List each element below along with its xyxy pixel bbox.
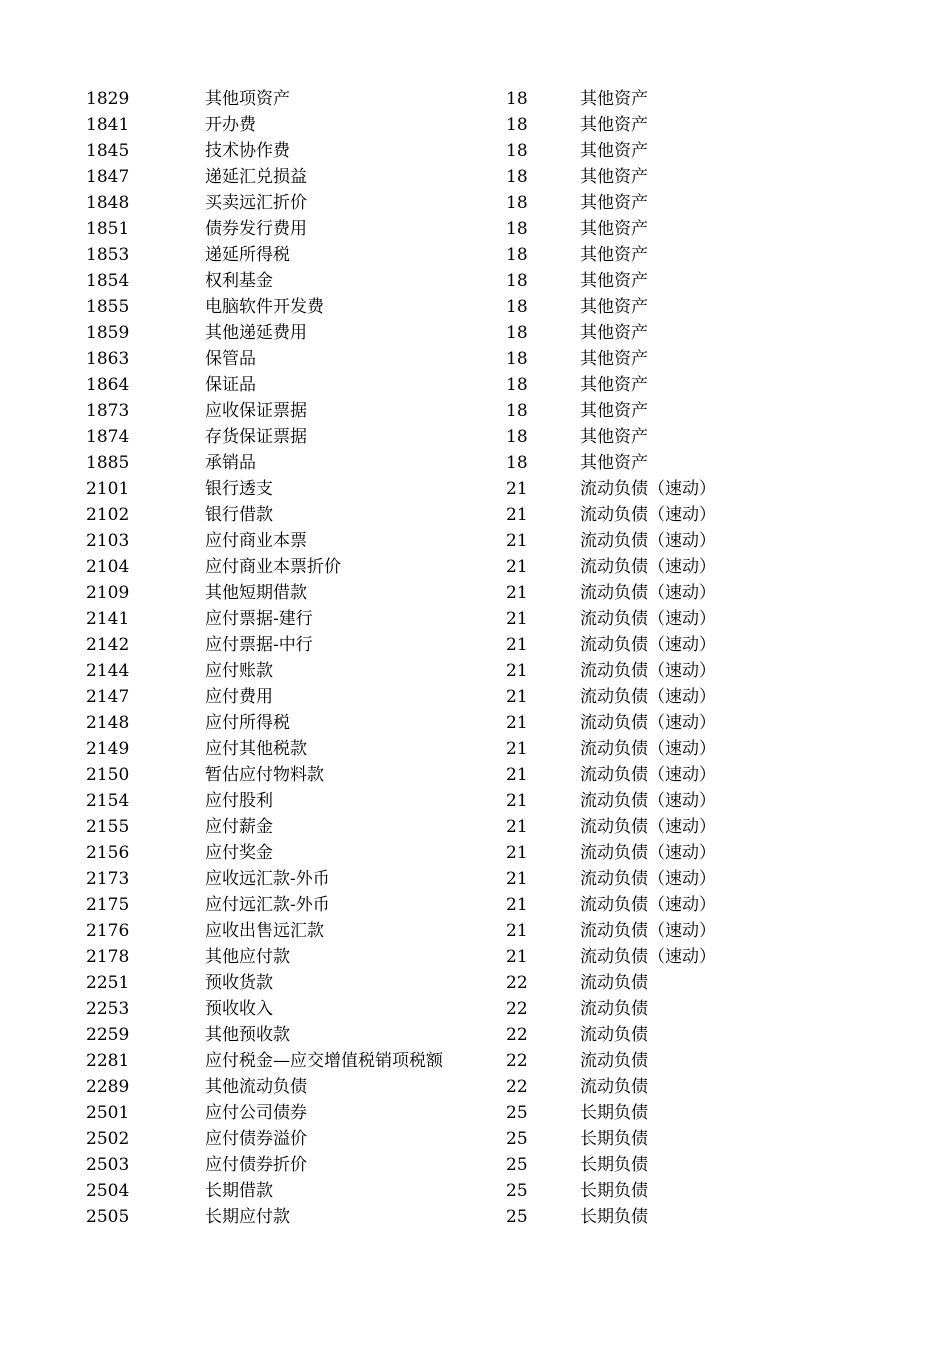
- account-name: 保管品: [205, 349, 256, 369]
- account-name: 预收收入: [205, 999, 273, 1019]
- table-row: [0, 1126, 950, 1152]
- account-type: 流动负债（速动）: [580, 843, 716, 863]
- category-code: 18: [506, 219, 528, 239]
- category-code: 22: [506, 973, 528, 993]
- account-type: 其他资产: [580, 453, 648, 473]
- account-name: 递延汇兑损益: [205, 167, 307, 187]
- account-code: 1841: [86, 115, 130, 135]
- account-code: 1853: [86, 245, 130, 265]
- account-name: 其他项资产: [205, 89, 290, 109]
- account-code: 2103: [86, 531, 130, 551]
- table-row: [0, 554, 950, 580]
- account-code: 2148: [86, 713, 130, 733]
- table-row: [0, 866, 950, 892]
- account-name: 银行透支: [205, 479, 273, 499]
- account-code: 1848: [86, 193, 130, 213]
- account-name: 递延所得税: [205, 245, 290, 265]
- account-code: 2259: [86, 1025, 130, 1045]
- table-row: [0, 1152, 950, 1178]
- account-type: 其他资产: [580, 349, 648, 369]
- account-name: 其他应付款: [205, 947, 290, 967]
- account-type: 长期负债: [580, 1103, 648, 1123]
- category-code: 18: [506, 401, 528, 421]
- table-row: [0, 892, 950, 918]
- account-name: 应付所得税: [205, 713, 290, 733]
- account-name: 长期借款: [205, 1181, 273, 1201]
- account-type: 其他资产: [580, 427, 648, 447]
- account-type: 流动负债（速动）: [580, 869, 716, 889]
- account-type: 流动负债（速动）: [580, 609, 716, 629]
- category-code: 22: [506, 1077, 528, 1097]
- account-name: 应付远汇款-外币: [205, 895, 330, 915]
- category-code: 21: [506, 713, 528, 733]
- account-type: 流动负债（速动）: [580, 791, 716, 811]
- account-name: 应付账款: [205, 661, 273, 681]
- category-code: 21: [506, 791, 528, 811]
- account-name: 应付票据-中行: [205, 635, 313, 655]
- account-type: 流动负债（速动）: [580, 739, 716, 759]
- table-row: [0, 424, 950, 450]
- table-row: [0, 242, 950, 268]
- table-row: [0, 944, 950, 970]
- category-code: 25: [506, 1103, 528, 1123]
- table-row: [0, 294, 950, 320]
- account-type: 流动负债: [580, 973, 648, 993]
- table-row: [0, 1178, 950, 1204]
- account-code: 1864: [86, 375, 130, 395]
- category-code: 21: [506, 817, 528, 837]
- category-code: 18: [506, 323, 528, 343]
- category-code: 21: [506, 895, 528, 915]
- category-code: 18: [506, 141, 528, 161]
- category-code: 18: [506, 297, 528, 317]
- account-code: 2505: [86, 1207, 130, 1227]
- account-type: 流动负债（速动）: [580, 817, 716, 837]
- account-code: 1874: [86, 427, 130, 447]
- account-type: 流动负债: [580, 1025, 648, 1045]
- account-name: 应收保证票据: [205, 401, 307, 421]
- table-row: [0, 1048, 950, 1074]
- category-code: 21: [506, 583, 528, 603]
- account-code: 2289: [86, 1077, 130, 1097]
- account-name: 其他预收款: [205, 1025, 290, 1045]
- account-table: [0, 86, 950, 1230]
- account-type: 流动负债（速动）: [580, 765, 716, 785]
- category-code: 22: [506, 999, 528, 1019]
- account-code: 1847: [86, 167, 130, 187]
- table-row: [0, 190, 950, 216]
- category-code: 21: [506, 765, 528, 785]
- account-code: 2173: [86, 869, 130, 889]
- category-code: 21: [506, 869, 528, 889]
- account-type: 流动负债（速动）: [580, 583, 716, 603]
- category-code: 21: [506, 661, 528, 681]
- table-row: [0, 632, 950, 658]
- account-type: 流动负债（速动）: [580, 921, 716, 941]
- account-name: 应收远汇款-外币: [205, 869, 330, 889]
- table-row: [0, 580, 950, 606]
- category-code: 21: [506, 843, 528, 863]
- account-code: 2156: [86, 843, 130, 863]
- account-type: 长期负债: [580, 1129, 648, 1149]
- table-row: [0, 710, 950, 736]
- account-name: 应付薪金: [205, 817, 273, 837]
- account-name: 应收出售远汇款: [205, 921, 324, 941]
- account-type: 长期负债: [580, 1155, 648, 1175]
- account-code: 1855: [86, 297, 130, 317]
- account-code: 2144: [86, 661, 130, 681]
- account-type: 流动负债: [580, 1077, 648, 1097]
- account-code: 2281: [86, 1051, 130, 1071]
- account-type: 长期负债: [580, 1207, 648, 1227]
- category-code: 21: [506, 947, 528, 967]
- table-row: [0, 372, 950, 398]
- category-code: 25: [506, 1181, 528, 1201]
- account-type: 其他资产: [580, 115, 648, 135]
- category-code: 22: [506, 1051, 528, 1071]
- table-row: [0, 164, 950, 190]
- account-code: 2142: [86, 635, 130, 655]
- table-row: [0, 788, 950, 814]
- account-code: 2251: [86, 973, 130, 993]
- category-code: 22: [506, 1025, 528, 1045]
- category-code: 21: [506, 557, 528, 577]
- account-name: 长期应付款: [205, 1207, 290, 1227]
- account-type: 其他资产: [580, 323, 648, 343]
- table-row: [0, 138, 950, 164]
- account-name: 应付其他税款: [205, 739, 307, 759]
- category-code: 18: [506, 453, 528, 473]
- account-code: 1863: [86, 349, 130, 369]
- table-row: [0, 918, 950, 944]
- table-row: [0, 216, 950, 242]
- category-code: 21: [506, 531, 528, 551]
- table-row: [0, 346, 950, 372]
- account-name: 应付公司债券: [205, 1103, 307, 1123]
- account-name: 其他递延费用: [205, 323, 307, 343]
- account-name: 预收货款: [205, 973, 273, 993]
- account-name: 开办费: [205, 115, 256, 135]
- account-name: 应付股利: [205, 791, 273, 811]
- account-name: 应付奖金: [205, 843, 273, 863]
- account-code: 1873: [86, 401, 130, 421]
- account-type: 其他资产: [580, 401, 648, 421]
- account-name: 应付票据-建行: [205, 609, 313, 629]
- account-code: 1885: [86, 453, 130, 473]
- account-name: 应付商业本票: [205, 531, 307, 551]
- account-type: 其他资产: [580, 245, 648, 265]
- account-code: 2503: [86, 1155, 130, 1175]
- account-name: 买卖远汇折价: [205, 193, 307, 213]
- account-type: 其他资产: [580, 167, 648, 187]
- account-code: 2102: [86, 505, 130, 525]
- account-code: 1845: [86, 141, 130, 161]
- account-code: 2175: [86, 895, 130, 915]
- account-name: 权利基金: [205, 271, 273, 291]
- table-row: [0, 684, 950, 710]
- category-code: 18: [506, 89, 528, 109]
- account-code: 2154: [86, 791, 130, 811]
- account-type: 流动负债: [580, 999, 648, 1019]
- account-code: 2104: [86, 557, 130, 577]
- table-row: [0, 1204, 950, 1230]
- account-code: 2141: [86, 609, 130, 629]
- category-code: 21: [506, 609, 528, 629]
- table-row: [0, 762, 950, 788]
- account-type: 流动负债（速动）: [580, 479, 716, 499]
- table-row: [0, 112, 950, 138]
- table-row: [0, 86, 950, 112]
- account-type: 其他资产: [580, 141, 648, 161]
- table-row: [0, 996, 950, 1022]
- table-row: [0, 840, 950, 866]
- account-code: 1859: [86, 323, 130, 343]
- account-code: 2155: [86, 817, 130, 837]
- account-name: 存货保证票据: [205, 427, 307, 447]
- account-type: 流动负债（速动）: [580, 687, 716, 707]
- account-code: 2149: [86, 739, 130, 759]
- table-row: [0, 268, 950, 294]
- account-code: 2501: [86, 1103, 130, 1123]
- account-code: 1854: [86, 271, 130, 291]
- account-code: 2178: [86, 947, 130, 967]
- account-name: 其他短期借款: [205, 583, 307, 603]
- account-type: 其他资产: [580, 297, 648, 317]
- category-code: 18: [506, 167, 528, 187]
- account-type: 其他资产: [580, 271, 648, 291]
- account-type: 流动负债: [580, 1051, 648, 1071]
- table-row: [0, 1074, 950, 1100]
- table-row: [0, 450, 950, 476]
- table-row: [0, 970, 950, 996]
- account-type: 其他资产: [580, 375, 648, 395]
- account-type: 流动负债（速动）: [580, 635, 716, 655]
- category-code: 21: [506, 687, 528, 707]
- category-code: 21: [506, 921, 528, 941]
- account-type: 流动负债（速动）: [580, 895, 716, 915]
- account-name: 电脑软件开发费: [205, 297, 324, 317]
- category-code: 25: [506, 1155, 528, 1175]
- category-code: 21: [506, 635, 528, 655]
- table-row: [0, 658, 950, 684]
- category-code: 21: [506, 479, 528, 499]
- account-name: 应付费用: [205, 687, 273, 707]
- account-code: 2109: [86, 583, 130, 603]
- account-name: 应付债券溢价: [205, 1129, 307, 1149]
- category-code: 25: [506, 1207, 528, 1227]
- account-type: 流动负债（速动）: [580, 557, 716, 577]
- account-name: 保证品: [205, 375, 256, 395]
- account-name: 应付商业本票折价: [205, 557, 341, 577]
- category-code: 18: [506, 115, 528, 135]
- category-code: 18: [506, 349, 528, 369]
- table-row: [0, 606, 950, 632]
- table-row: [0, 320, 950, 346]
- table-row: [0, 1100, 950, 1126]
- category-code: 18: [506, 427, 528, 447]
- category-code: 18: [506, 375, 528, 395]
- account-type: 流动负债（速动）: [580, 531, 716, 551]
- account-code: 2101: [86, 479, 130, 499]
- account-name: 债券发行费用: [205, 219, 307, 239]
- table-row: [0, 1022, 950, 1048]
- table-row: [0, 502, 950, 528]
- table-row: [0, 814, 950, 840]
- account-name: 技术协作费: [205, 141, 290, 161]
- account-name: 承销品: [205, 453, 256, 473]
- account-type: 流动负债（速动）: [580, 947, 716, 967]
- account-name: 其他流动负债: [205, 1077, 307, 1097]
- account-type: 流动负债（速动）: [580, 505, 716, 525]
- category-code: 18: [506, 193, 528, 213]
- account-type: 长期负债: [580, 1181, 648, 1201]
- table-row: [0, 476, 950, 502]
- account-name: 应付税金—应交增值税销项税额: [205, 1051, 443, 1071]
- table-row: [0, 528, 950, 554]
- category-code: 18: [506, 271, 528, 291]
- account-type: 其他资产: [580, 193, 648, 213]
- account-code: 1851: [86, 219, 130, 239]
- category-code: 21: [506, 739, 528, 759]
- category-code: 21: [506, 505, 528, 525]
- account-type: 其他资产: [580, 89, 648, 109]
- account-type: 流动负债（速动）: [580, 661, 716, 681]
- table-row: [0, 736, 950, 762]
- account-code: 2504: [86, 1181, 130, 1201]
- account-code: 2502: [86, 1129, 130, 1149]
- account-code: 2150: [86, 765, 130, 785]
- account-name: 应付债券折价: [205, 1155, 307, 1175]
- account-name: 银行借款: [205, 505, 273, 525]
- account-type: 其他资产: [580, 219, 648, 239]
- account-code: 2147: [86, 687, 130, 707]
- account-name: 暂估应付物料款: [205, 765, 324, 785]
- account-type: 流动负债（速动）: [580, 713, 716, 733]
- category-code: 25: [506, 1129, 528, 1149]
- category-code: 18: [506, 245, 528, 265]
- account-code: 2176: [86, 921, 130, 941]
- table-row: [0, 398, 950, 424]
- account-code: 2253: [86, 999, 130, 1019]
- account-code: 1829: [86, 89, 130, 109]
